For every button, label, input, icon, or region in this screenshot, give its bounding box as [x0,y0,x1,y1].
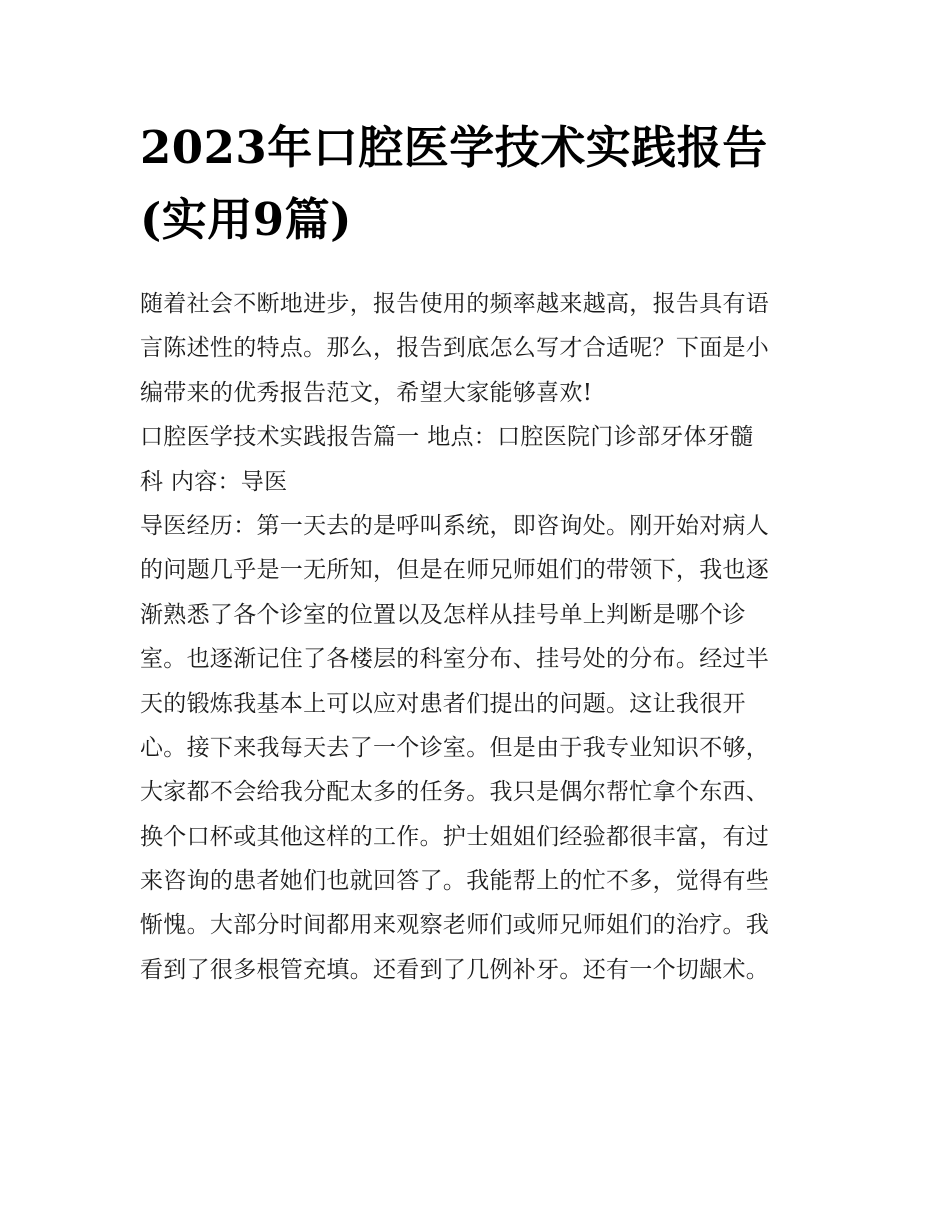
body-line: 大家都不会给我分配太多的任务。我只是偶尔帮忙拿个东西、 [140,779,770,806]
body-line: 惭愧。大部分时间都用来观察老师们或师兄师姐们的治疗。我 [140,912,770,939]
body-line: 的问题几乎是一无所知，但是在师兄师姐们的带领下，我也逐 [140,557,770,584]
title-line: 2023年口腔医学技术实践报告 [140,121,768,174]
body-line: 心。接下来我每天去了一个诊室。但是由于我专业知识不够， [140,734,770,761]
body-line: 导医经历：第一天去的是呼叫系统，即咨询处。刚开始对病人 [140,512,770,539]
body-line: 科 内容：导医 [140,468,288,495]
body-line: 来咨询的患者她们也就回答了。我能帮上的忙不多，觉得有些 [140,868,770,895]
body-line: 渐熟悉了各个诊室的位置以及怎样从挂号单上判断是哪个诊 [140,601,746,628]
body-line: 编带来的优秀报告范文，希望大家能够喜欢! [140,379,593,406]
title-line: (实用9篇) [140,193,352,246]
body-line: 言陈述性的特点。那么，报告到底怎么写才合适呢？下面是小 [140,335,770,362]
body-line: 随着社会不断地进步，报告使用的频率越来越高，报告具有语 [140,291,770,317]
document-body [140,282,820,992]
body-line: 室。也逐渐记住了各楼层的科室分布、挂号处的分布。经过半 [140,646,770,673]
body-line: 换个口杯或其他这样的工作。护士姐姐们经验都很丰富，有过 [140,823,770,850]
document-title [140,112,820,256]
body-line: 看到了很多根管充填。还看到了几例补牙。还有一个切龈术。 [140,956,770,983]
body-line: 口腔医学技术实践报告篇一 地点：口腔医院门诊部牙体牙髓 [140,424,754,451]
body-line: 天的锻炼我基本上可以应对患者们提出的问题。这让我很开 [140,690,746,717]
